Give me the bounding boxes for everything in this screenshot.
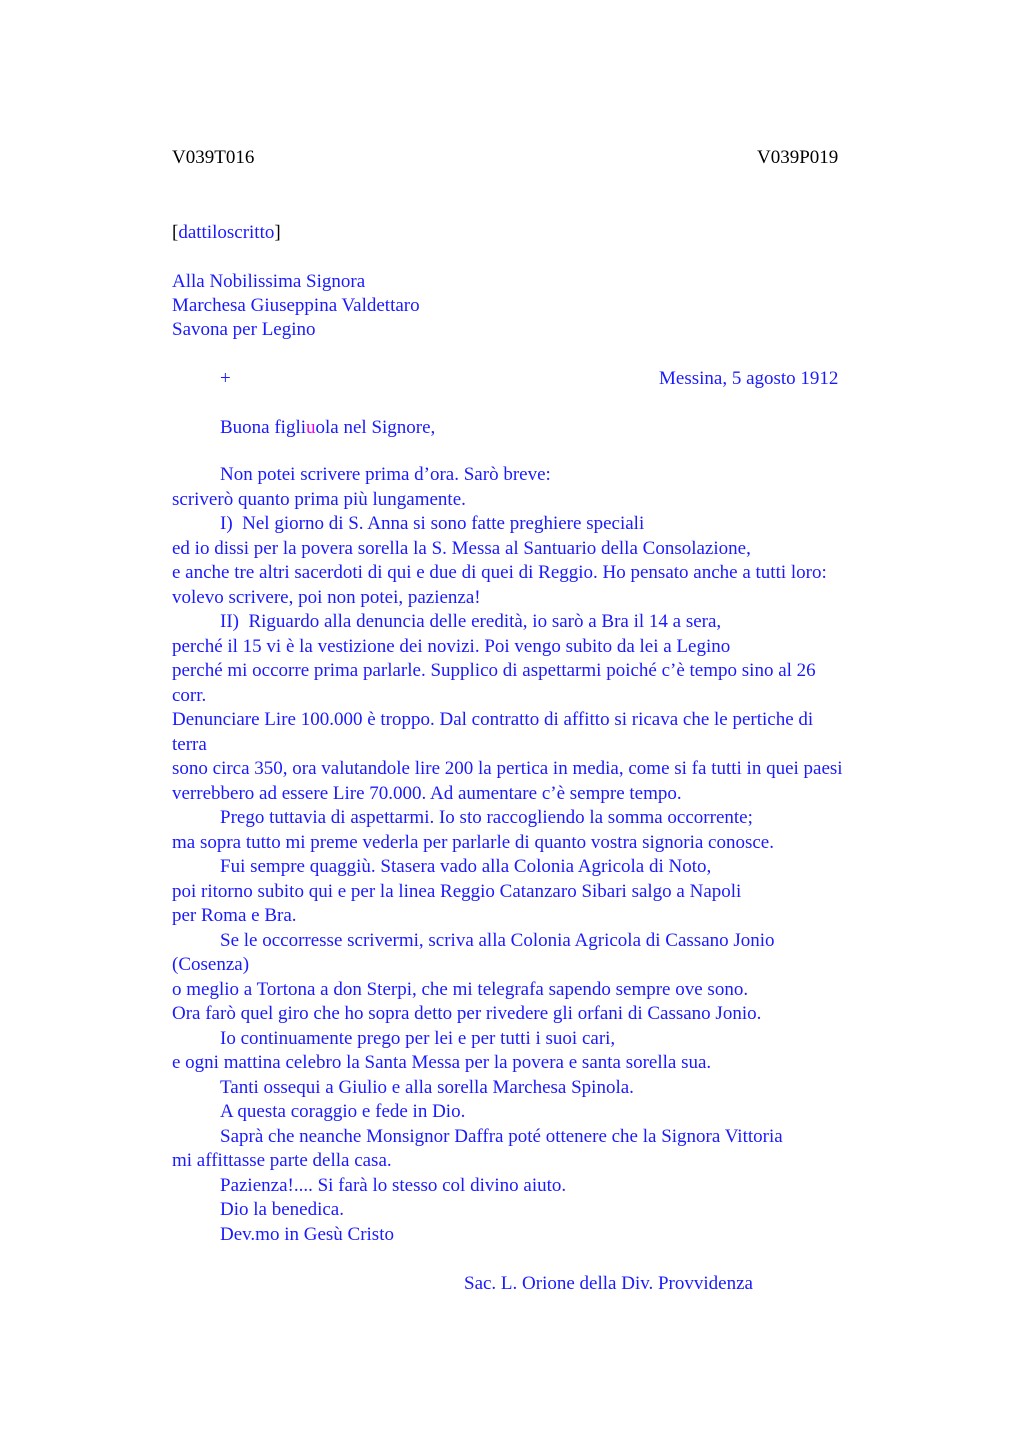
body-line: ed io dissi per la povera sorella la S. Messa al Santuario della Consolazione, [172,537,751,559]
body-line: poi ritorno subito qui e per la linea Reggio Catanzaro Sibari salgo a Napoli [172,880,742,902]
body-line: Pazienza!.... Si farà lo stesso col divino aiuto. [220,1174,567,1196]
body-line: (Cosenza) [172,954,250,975]
typescript-label: dattiloscritto [178,222,275,243]
address-line-2: Marchesa Giuseppina Valdettaro [172,295,420,316]
body-line: o meglio a Tortona a don Sterpi, che mi telegrafa sapendo sempre ove sono. [172,978,749,1000]
document-code-left: V039T016 [172,147,255,168]
body-line: terra [172,733,207,755]
body-line: mi affittasse parte della casa. [172,1150,392,1171]
body-line: Ora farò quel giro che ho sopra detto per rivedere gli orfani di Cassano Jonio. [172,1003,762,1024]
body-line: sono circa 350, ora valutandole lire 200 la pertica in media, come si fa tutti in quei paesi [172,758,843,779]
cross-symbol: + [220,368,231,389]
body-line: I) Nel giorno di S. Anna si sono fatte preghiere speciali [220,513,645,534]
body-line: e anche tre altri sacerdoti di qui e due di quei di Reggio. Ho pensato anche a tutti loro: [172,562,827,583]
body-line: verrebbero ad essere Lire 70.000. Ad aumentare c’è sempre tempo. [172,782,682,804]
body-line: corr. [172,684,207,706]
letter-body [172,463,932,1247]
body-line: Denunciare Lire 100.000 è troppo. Dal contratto di affitto si ricava che le pertiche di [172,709,814,730]
body-line: Io continuamente prego per lei e per tutti i suoi cari, [220,1027,616,1049]
place-date: Messina, 5 agosto 1912 [659,368,839,389]
body-line: e ogni mattina celebro la Santa Messa per la povera e santa sorella sua. [172,1052,712,1073]
body-line: Tanti ossequi a Giulio e alla sorella Marchesa Spinola. [220,1076,634,1098]
address-line-1: Alla Nobilissima Signora [172,271,366,292]
body-line: Non potei scrivere prima d’ora. Sarò breve: [220,464,551,485]
body-line: Dev.mo in Gesù Cristo [220,1223,394,1245]
body-line: per Roma e Bra. [172,905,297,926]
body-line: Fui sempre quaggiù. Stasera vado alla Colonia Agricola di Noto, [220,856,712,877]
body-line: Se le occorresse scrivermi, scriva alla Colonia Agricola di Cassano Jonio [220,929,775,951]
salutation-highlight: u [306,417,316,438]
salutation [220,416,435,441]
bracket-open: [ [172,222,179,243]
body-line: scriverò quanto prima più lungamente. [172,488,466,510]
salutation-start: Buona figli [220,417,307,438]
body-line: II) Riguardo alla denuncia delle eredità, io sarò a Bra il 14 a sera, [220,611,722,632]
body-line: Dio la benedica. [220,1199,344,1220]
body-line: Prego tuttavia di aspettarmi. Io sto raccogliendo la somma occorrente; [220,807,753,828]
body-line: perché mi occorre prima parlarle. Supplico di aspettarmi poiché c’è tempo sino al 26 [172,660,816,681]
typescript-note [172,221,281,246]
body-line: ma sopra tutto mi preme vederla per parlarle di quanto vostra signoria conosce. [172,831,774,853]
body-line: perché il 15 vi è la vestizione dei novizi. Poi vengo subito da lei a Legino [172,635,731,657]
body-line: A questa coraggio e fede in Dio. [220,1101,466,1122]
body-line: Saprà che neanche Monsignor Daffra poté ottenere che la Signora Vittoria [220,1125,783,1147]
salutation-end: ola nel Signore, [315,417,436,438]
document-code-right: V039P019 [757,147,839,168]
bracket-close: ] [274,222,281,243]
body-line: volevo scrivere, poi non potei, pazienza! [172,586,481,608]
address-line-3: Savona per Legino [172,319,316,340]
signature: Sac. L. Orione della Div. Provvidenza [464,1273,753,1294]
